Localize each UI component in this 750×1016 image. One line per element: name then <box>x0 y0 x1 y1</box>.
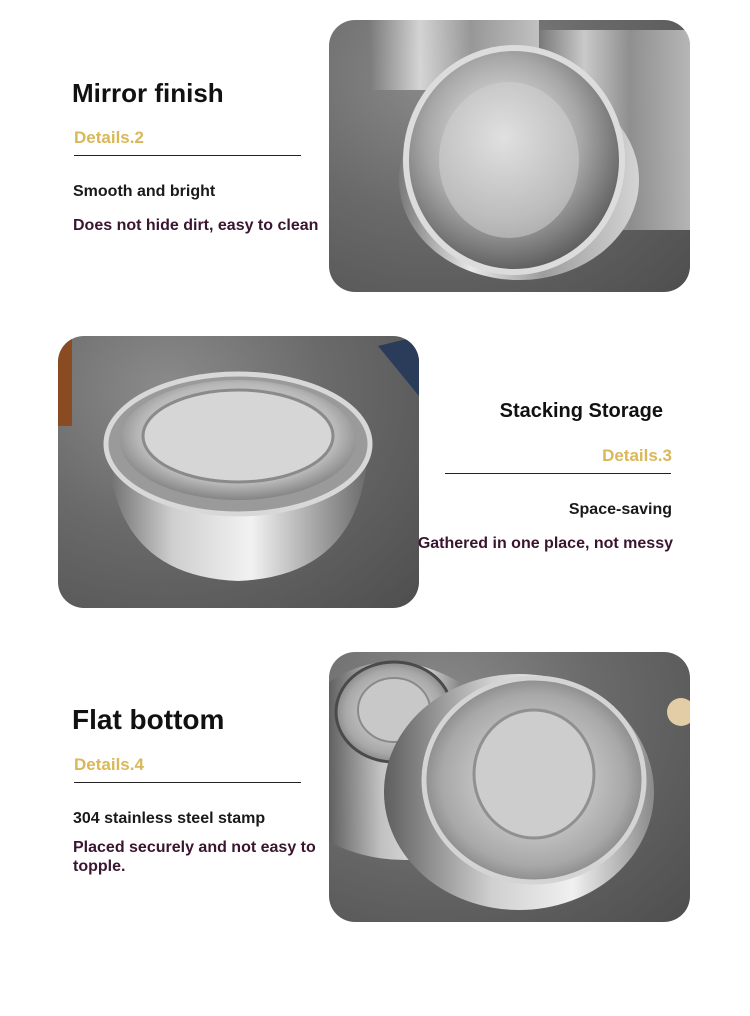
divider <box>74 782 301 783</box>
feature-mirror-finish <box>0 0 750 320</box>
section-title: Mirror finish <box>72 78 224 108</box>
photo-mirror-bowl <box>329 20 690 292</box>
divider <box>445 473 671 474</box>
feature-line-1: 304 stainless steel stamp <box>73 810 266 827</box>
feature-line-1: Space-saving <box>568 501 672 518</box>
details-label: Details.3 <box>602 446 672 465</box>
feature-line-2: Gathered in one place, not messy <box>417 535 673 552</box>
feature-line-1: Smooth and bright <box>73 183 216 200</box>
feature-stacking-storage <box>0 320 750 640</box>
feature-line-2: Does not hide dirt, easy to clean <box>73 217 319 234</box>
feature-flat-bottom <box>0 640 750 1016</box>
photo-stacked-bowls <box>58 336 419 608</box>
details-label: Details.4 <box>74 755 144 774</box>
photo-bowl-bottom-stamp <box>329 652 690 922</box>
feature-line-2: Placed securely and not easy to topple. <box>73 839 316 875</box>
details-label: Details.2 <box>74 128 144 147</box>
divider <box>74 155 301 156</box>
section-title: Flat bottom <box>72 704 225 735</box>
section-title: Stacking Storage <box>499 400 663 422</box>
